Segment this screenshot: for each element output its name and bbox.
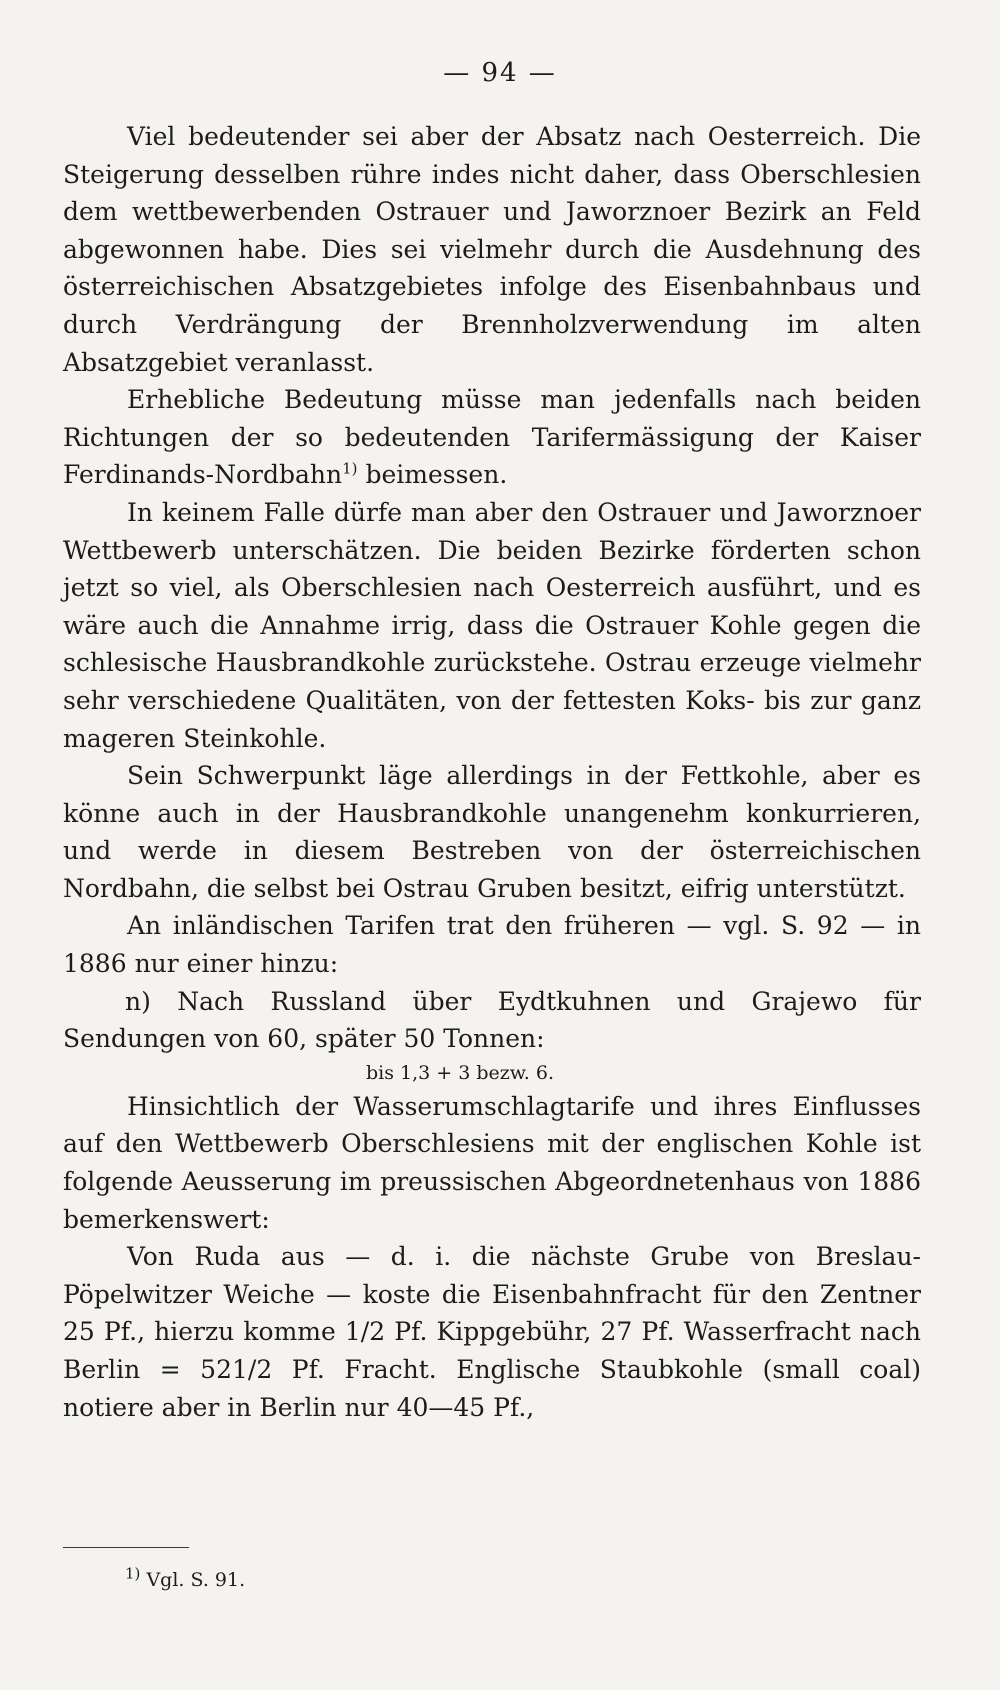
- fraction: 1/2: [232, 1355, 273, 1384]
- main-text: [63, 118, 921, 1426]
- paragraph-text: Pf. Fracht. Englische Staubkohle (small coal) notiere aber in Berlin nur 40—45 Pf.,: [63, 1355, 921, 1422]
- paragraph-text: Erhebliche Bedeutung müsse man jedenfalls nach beiden Richtungen der so bedeutenden Tarifermässigung der Kaiser Ferdinands-Nordbahn: [63, 385, 921, 490]
- paragraph-text: Von Ruda aus — d. i. die nächste Grube von Breslau-Pöpelwitzer Weiche — koste die Eisenbahnfracht für den Zentner 25 Pf., hierzu komme: [63, 1242, 921, 1347]
- paragraph-schwerpunkt: Sein Schwerpunkt läge allerdings in der Fettkohle, aber es könne auch in der Hausbrandkohle unangenehm konkurrieren, und werde in diesem Bestreben von der österreichischen Nordbahn, die selbst bei Ostrau Gruben besitzt, eifrig unterstützt.: [63, 761, 921, 903]
- paragraph-tarifermaessigung: [63, 381, 921, 494]
- footnote-divider: [63, 1547, 189, 1548]
- paragraph-inlaendische-tarife: An inländischen Tarifen trat den früheren — vgl. S. 92 — in 1886 nur einer hinzu:: [63, 911, 921, 979]
- footnote-reference: 1): [342, 460, 358, 479]
- paragraph-text: beimessen.: [357, 460, 508, 490]
- tariff-rate: bis 1,3 + 3 bezw. 6.: [366, 1061, 555, 1084]
- fraction: 1/2: [344, 1317, 386, 1347]
- paragraph-absatz-oesterreich: Viel bedeutender sei aber der Absatz nach Oesterreich. Die Steigerung desselben rühre indes nicht daher, dass Oberschlesien dem wettbewerbenden Ostrauer und Jaworznoer Bezirk an Feld abgewonnen habe. Dies sei vielmehr durch die Ausdehnung des österreichischen Absatzgebietes infolge des Eisenbahnbaus und durch Verdrängung der Brennholzverwendung im alten Absatzgebiet veranlasst.: [63, 122, 921, 377]
- list-item-russland: n) Nach Russland über Eydtkuhnen und Grajewo für Sendungen von 60, später 50 Tonnen:: [63, 986, 921, 1054]
- footnote: [125, 1564, 246, 1593]
- footnote-text: Vgl. S. 91.: [140, 1569, 246, 1591]
- footnote-marker: 1): [125, 1564, 141, 1583]
- paragraph-text: Pf. Kippgebühr, 27 Pf. Wasserfracht nach Berlin = 52: [63, 1317, 921, 1384]
- paragraph-frachtvergleich: [63, 1238, 921, 1426]
- page-number: — 94 —: [443, 58, 557, 88]
- paragraph-wasserumschlagtarife: Hinsichtlich der Wasserumschlagtarife und ihres Einflusses auf den Wettbewerb Oberschlesiens mit der englischen Kohle ist folgende Aeusserung im preussischen Abgeordnetenhaus von 1886 bemerkenswert:: [63, 1091, 921, 1234]
- paragraph-wettbewerb: In keinem Falle dürfe man aber den Ostrauer und Jaworznoer Wettbewerb unterschätzen. Die beiden Bezirke förderten schon jetzt so viel, als Oberschlesien nach Oesterreich ausführt, und es wäre auch die Annahme irrig, dass die Ostrauer Kohle gegen die schlesische Hausbrandkohle zurückstehe. Ostrau erzeuge vielmehr sehr verschiedene Qualitäten, von der fettesten Koks- bis zur ganz mageren Steinkohle.: [63, 497, 921, 753]
